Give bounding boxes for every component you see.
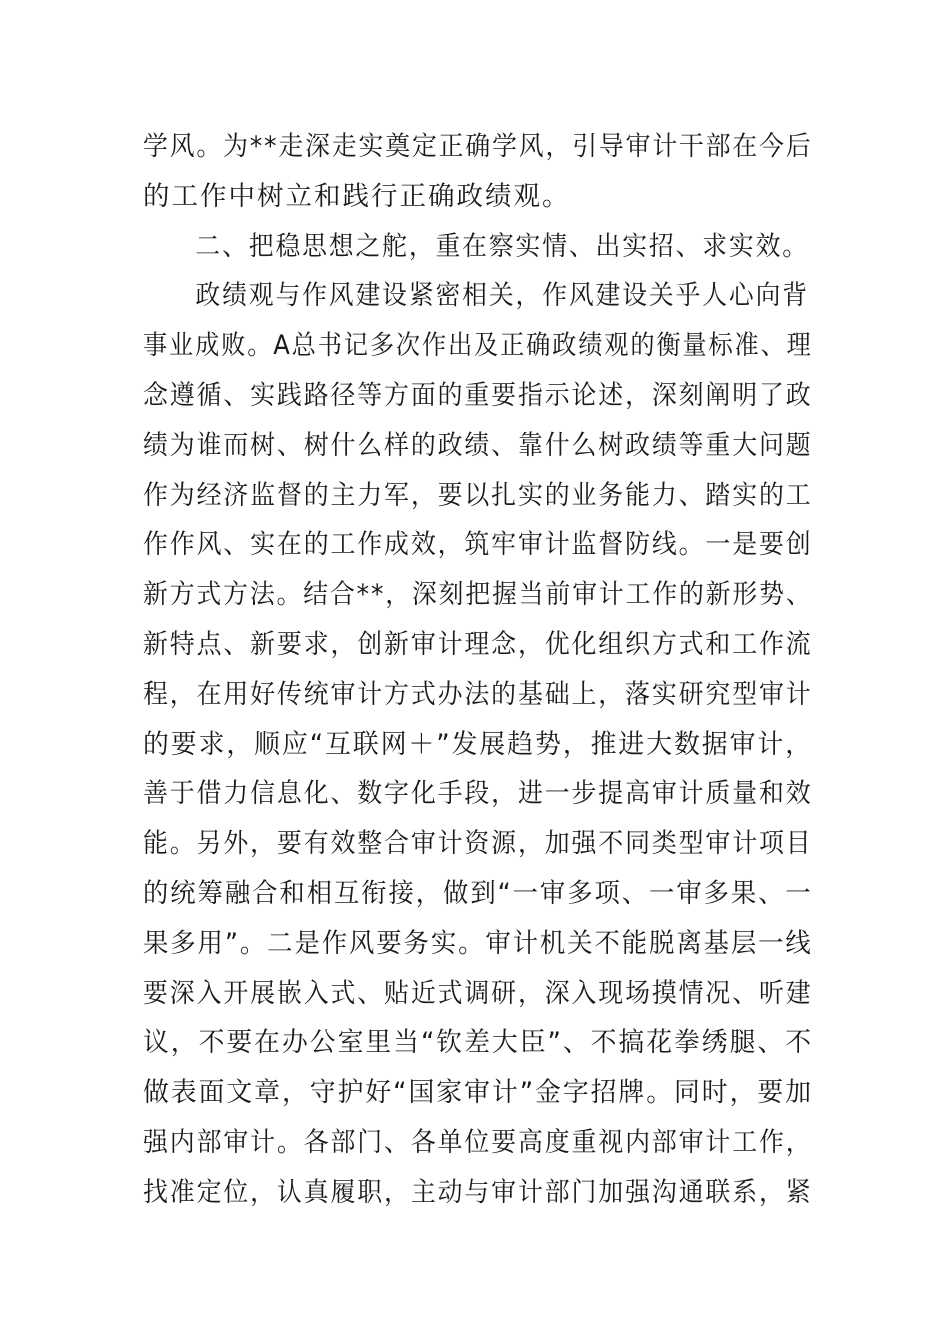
- text-line: 善于借力信息化、数字化手段，进一步提高审计质量和效: [143, 778, 813, 810]
- text-line: 念遵循、实践路径等方面的重要指示论述，深刻阐明了政: [143, 379, 813, 411]
- text-line: 做表面文章，守护好“国家审计”金字招牌。同时，要加: [143, 1077, 814, 1109]
- text-line: 强内部审计。各部门、各单位要高度重视内部审计工作，: [143, 1126, 813, 1158]
- body-text: [143, 122, 813, 1218]
- text-line: 学风。为**走深走实奠定正确学风，引导审计干部在今后: [143, 131, 813, 162]
- paragraph-first-line: 政绩观与作风建设紧密相关，作风建设关乎人心向背: [195, 280, 809, 312]
- text-line: 事业成败。A总书记多次作出及正确政绩观的衡量标准、理: [143, 330, 813, 362]
- text-line: 的要求，顺应“互联网＋”发展趋势，推进大数据审计，: [143, 728, 814, 760]
- text-line: 能。另外，要有效整合审计资源，加强不同类型审计项目: [143, 828, 813, 860]
- text-line: 果多用”。二是作风要务实。审计机关不能脱离基层一线: [143, 927, 813, 959]
- text-line: 绩为谁而树、树什么样的政绩、靠什么树政绩等重大问题: [143, 429, 813, 461]
- text-line: 的统筹融合和相互衔接，做到“一审多项、一审多果、一: [143, 877, 813, 909]
- text-line: 找准定位，认真履职，主动与审计部门加强沟通联系，紧: [143, 1176, 813, 1208]
- text-line: 的工作中树立和践行正确政绩观。: [143, 180, 571, 212]
- text-line: 议，不要在办公室里当“钦差大臣”、不搞花拳绣腿、不: [143, 1027, 814, 1059]
- text-line: 程，在用好传统审计方式办法的基础上，落实研究型审计: [143, 678, 813, 710]
- text-line: 新特点、新要求，创新审计理念，优化组织方式和工作流: [143, 628, 813, 660]
- paragraph-first-line: 二、把稳思想之舵，重在察实情、出实招、求实效。: [195, 230, 809, 262]
- text-line: 作作风、实在的工作成效，筑牢审计监督防线。一是要创: [143, 529, 813, 561]
- text-line: 要深入开展嵌入式、贴近式调研，深入现场摸情况、听建: [143, 977, 813, 1009]
- text-line: 作为经济监督的主力军，要以扎实的业务能力、踏实的工: [143, 479, 813, 511]
- text-line: 新方式方法。结合**，深刻把握当前审计工作的新形势、: [143, 579, 813, 611]
